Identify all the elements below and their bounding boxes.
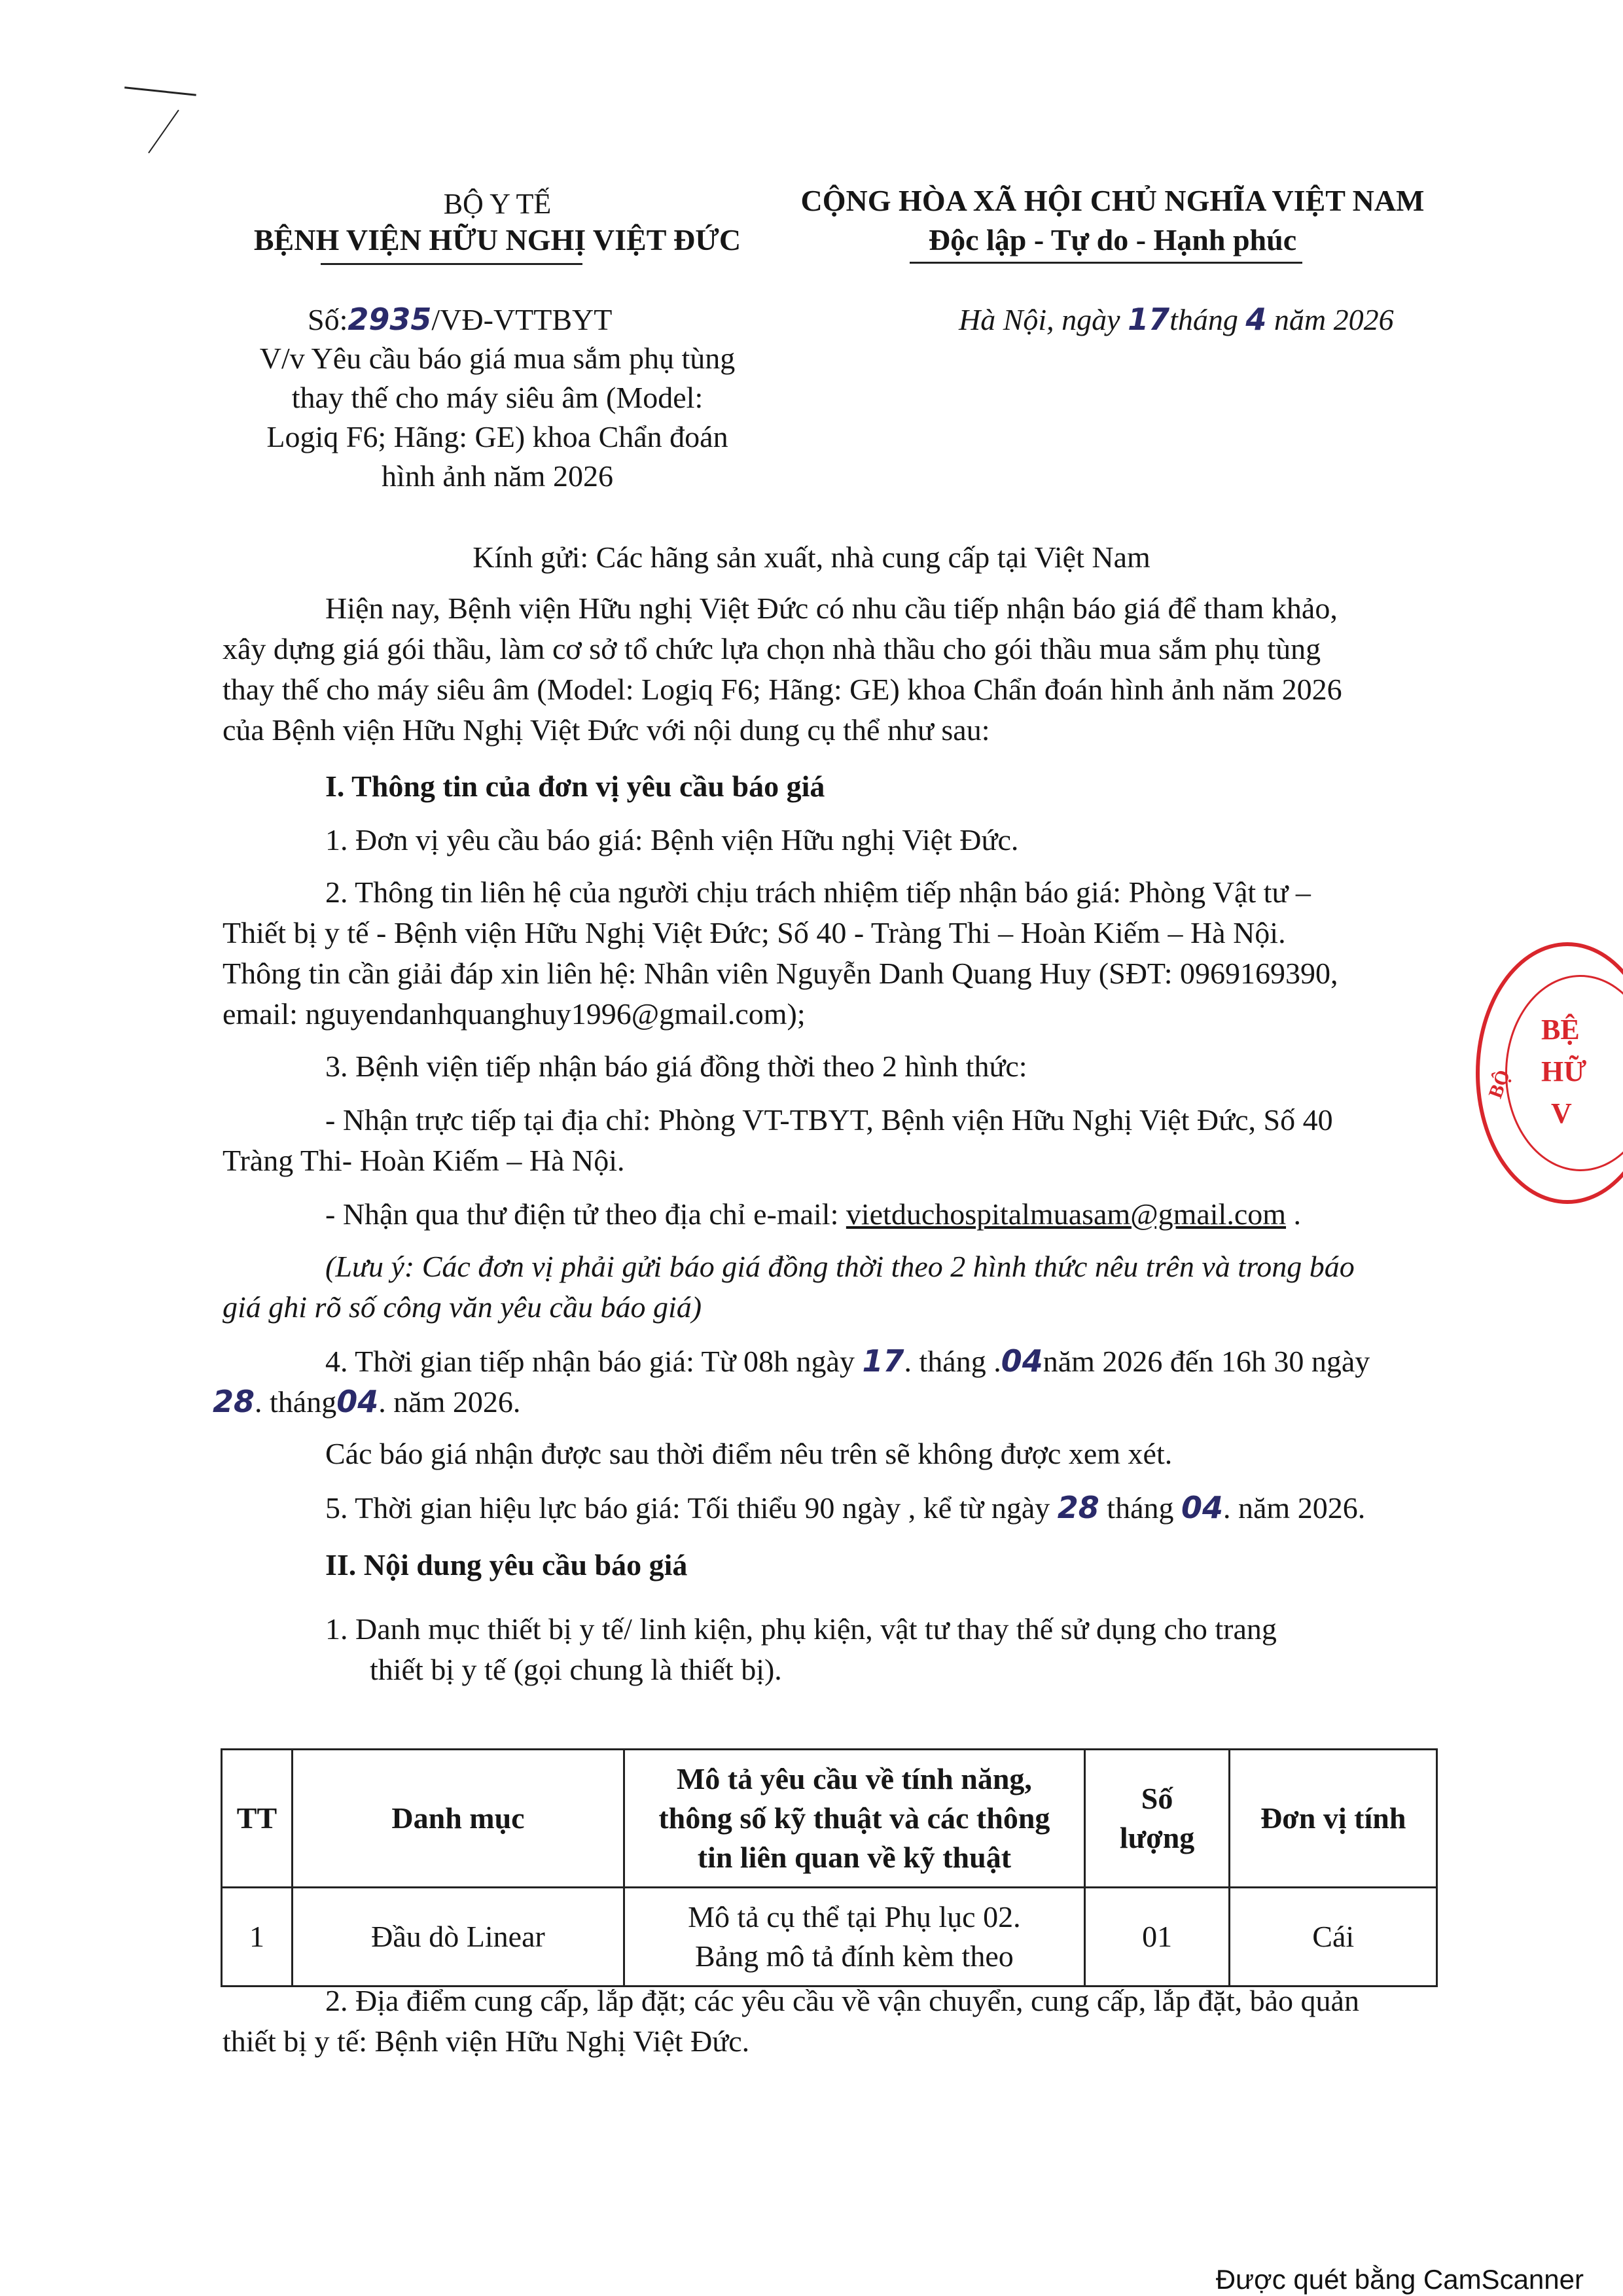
doc-number-prefix: Số: [308,303,348,336]
scanner-footer: Được quét bằng CamScanner [1215,2264,1584,2295]
header-qty-line: lượng [1119,1821,1195,1854]
header-spec-line: tin liên quan về kỹ thuật [697,1841,1012,1874]
ministry-name: BỘ Y TẾ [443,188,552,220]
item5-text: tháng [1099,1491,1181,1525]
section1-heading: I. Thông tin của đơn vị yêu cầu báo giá [325,769,825,803]
recipient: Kính gửi: Các hãng sản xuất, nhà cung cấp tại Việt Nam [473,540,1150,574]
item4-text: . tháng [255,1385,337,1419]
section2-item2-line: 2. Địa điểm cung cấp, lắp đặt; các yêu cầu về vận chuyển, cung cấp, lắp đặt, bảo quản [325,1984,1359,2017]
email-prefix: - Nhận qua thư điện tử theo địa chỉ e-mail: [325,1197,846,1231]
item4-month2: 04 [336,1384,379,1419]
subject-line: Logiq F6; Hãng: GE) khoa Chẩn đoán [266,420,728,453]
cell-spec [624,1888,1085,1987]
stamp-text: HỮ [1541,1055,1587,1087]
cell-qty: 01 [1084,1888,1230,1987]
section2-item1-line: thiết bị y tế (gọi chung là thiết bị). [370,1653,782,1686]
item4-text: 4. Thời gian tiếp nhận báo giá: Từ 08h ngày [325,1345,855,1378]
header-spec-line: thông số kỹ thuật và các thông [658,1801,1050,1835]
date-prefix: Hà Nội, ngày [959,303,1120,336]
cell-spec-line: Mô tả cụ thể tại Phụ lục 02. [688,1900,1021,1934]
intro-line: thay thế cho máy siêu âm (Model: Logiq F6; Hãng: GE) khoa Chẩn đoán hình ảnh năm 2026 [223,673,1342,706]
section1-item1: 1. Đơn vị yêu cầu báo giá: Bệnh viện Hữu nghị Việt Đức. [325,823,1019,857]
date-month-label: tháng [1169,303,1238,336]
stamp-text: BỘ [1484,1067,1515,1101]
header-spec [624,1750,1085,1888]
stamp-text: V [1551,1097,1572,1129]
item5-month: 04 [1181,1490,1224,1525]
table-row [222,1888,1437,1987]
table-header-row [222,1750,1437,1888]
note-line: giá ghi rõ số công văn yêu cầu báo giá) [223,1290,702,1324]
item4-month1: 04 [1001,1343,1043,1379]
country-name: CỘNG HÒA XÃ HỘI CHỦ NGHĨA VIỆT NAM [800,184,1425,217]
section1-item4-note: Các báo giá nhận được sau thời điểm nêu trên sẽ không được xem xét. [325,1437,1173,1470]
section2-item1-line: 1. Danh mục thiết bị y tế/ linh kiện, phụ kiện, vật tư thay thế sử dụng cho trang [325,1612,1277,1646]
doc-number-suffix: /VĐ-VTTBYT [431,303,613,336]
item4-text: . tháng . [904,1345,1001,1378]
device-table [221,1748,1438,1987]
section1-item2-line: 2. Thông tin liên hệ của người chịu trách nhiệm tiếp nhận báo giá: Phòng Vật tư – [325,875,1311,909]
item5-day: 28 [1057,1490,1099,1525]
item4-day2: 28 [213,1384,255,1419]
section1-item5 [325,1488,1365,1528]
scan-mark [124,86,196,96]
section1-item4-line1 [325,1341,1370,1381]
date-year: năm 2026 [1274,303,1394,336]
intro-line: Hiện nay, Bệnh viện Hữu nghị Việt Đức có nhu cầu tiếp nhận báo giá để tham khảo, [325,592,1338,625]
section1-item3-email-line [325,1195,1301,1234]
subject-line: hình ảnh năm 2026 [382,459,613,493]
motto-underline [910,262,1302,264]
hospital-underline [321,263,582,265]
section1-item2-line: Thiết bị y tế - Bệnh viện Hữu Nghị Việt Đức; Số 40 - Tràng Thi – Hoàn Kiếm – Hà Nội. [223,916,1286,949]
item5-text: . năm 2026. [1223,1491,1366,1525]
note-line: (Lưu ý: Các đơn vị phải gửi báo giá đồng thời theo 2 hình thức nêu trên và trong báo [325,1250,1355,1283]
section2-item2-line: thiết bị y tế: Bệnh viện Hữu Nghị Việt Đức. [223,2024,750,2058]
section1-item2-line: email: nguyendanhquanghuy1996@gmail.com); [223,997,806,1031]
section1-item2-line: Thông tin cần giải đáp xin liên hệ: Nhân viên Nguyễn Danh Quang Huy (SĐT: 0969169390, [223,957,1338,990]
item4-day1: 17 [862,1343,904,1379]
email-suffix: . [1286,1197,1302,1231]
subject-line: V/v Yêu cầu báo giá mua sắm phụ tùng [259,342,736,375]
header-unit: Đơn vị tính [1230,1750,1437,1888]
doc-number-handwritten: 2935 [348,302,432,337]
cell-unit: Cái [1230,1888,1437,1987]
item4-text: . năm 2026. [378,1385,521,1419]
cell-tt: 1 [222,1888,293,1987]
header-spec-line: Mô tả yêu cầu về tính năng, [676,1762,1032,1795]
cell-spec-line: Bảng mô tả đính kèm theo [694,1939,1014,1973]
section1-item3-direct: - Nhận trực tiếp tại địa chỉ: Phòng VT-TBYT, Bệnh viện Hữu Nghị Việt Đức, Số 40 [325,1103,1333,1137]
doc-number [308,300,612,340]
item4-text: năm 2026 đến 16h 30 ngày [1043,1345,1370,1378]
document-date [959,300,1394,340]
header-category: Danh mục [292,1750,624,1888]
hospital-name: BỆNH VIỆN HỮU NGHỊ VIỆT ĐỨC [253,223,741,256]
section2-heading: II. Nội dung yêu cầu báo giá [325,1548,688,1581]
item5-text: 5. Thời gian hiệu lực báo giá: Tối thiểu 90 ngày , kể từ ngày [325,1491,1050,1525]
header-qty-line: Số [1141,1782,1173,1815]
intro-line: của Bệnh viện Hữu Nghị Việt Đức với nội dung cụ thể như sau: [223,713,990,747]
intro-line: xây dựng giá gói thầu, làm cơ sở tổ chức lựa chọn nhà thầu cho gói thầu mua sắm phụ tùng [223,632,1321,665]
date-month: 4 [1245,302,1267,337]
section1-item3: 3. Bệnh viện tiếp nhận báo giá đồng thời theo 2 hình thức: [325,1050,1027,1083]
date-day: 17 [1128,302,1170,337]
header-qty [1084,1750,1230,1888]
subject-line: thay thế cho máy siêu âm (Model: [291,381,704,414]
section1-item4-line2 [213,1382,520,1422]
header-tt: TT [222,1750,293,1888]
motto: Độc lập - Tự do - Hạnh phúc [928,223,1297,256]
cell-category: Đầu dò Linear [292,1888,624,1987]
email-link[interactable]: vietduchospitalmuasam@gmail.com [846,1197,1287,1231]
scan-mark [148,110,179,154]
section1-item3-direct: Tràng Thi- Hoàn Kiếm – Hà Nội. [223,1144,625,1177]
stamp-text: BỆ [1541,1014,1580,1046]
